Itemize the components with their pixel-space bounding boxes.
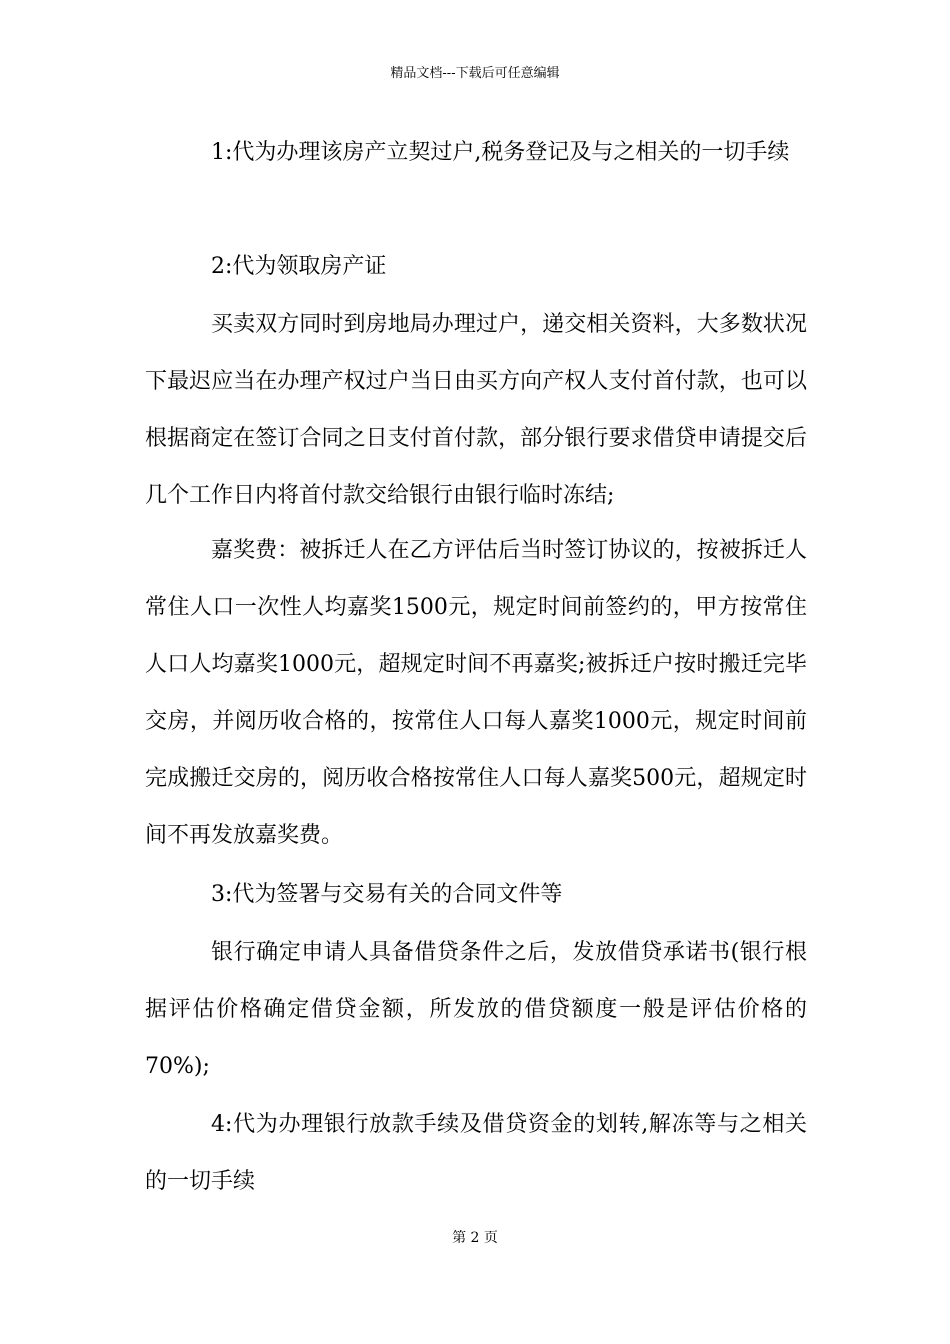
paragraph-7: 4:代为办理银行放款手续及借贷资金的划转,解冻等与之相关的一切手续	[145, 1112, 807, 1194]
paragraph-4: 嘉奖费：被拆迁人在乙方评估后当时签订协议的，按被拆迁人常住人口一次性人均嘉奖1500元，规定时间前签约的，甲方按常住人口人均嘉奖1000元，超规定时间不再嘉奖;被拆迁户按时搬迁完毕交房，并阅历收合格的，按常住人口每人嘉奖1000元，规定时间前完成搬迁交房的，阅历收合格按常住人口每人嘉奖500元，超规定时间不再发放嘉奖费。	[145, 538, 807, 848]
page-number: 第 2 页	[452, 1230, 498, 1246]
paragraph-3: 买卖双方同时到房地局办理过户，递交相关资料，大多数状况下最迟应当在办理产权过户当日由买方向产权人支付首付款，也可以根据商定在签订合同之日支付首付款，部分银行要求借贷申请提交后几个工作日内将首付款交给银行由银行临时冻结;	[145, 312, 807, 508]
paragraph-1: 1:代为办理该房产立契过户,税务登记及与之相关的一切手续	[211, 140, 790, 165]
paragraph-2: 2:代为领取房产证	[211, 254, 387, 279]
paragraph-6: 银行确定申请人具备借贷条件之后，发放借贷承诺书(银行根据评估价格确定借贷金额，所发放的借贷额度一般是评估价格的70%);	[145, 940, 807, 1079]
paragraph-5: 3:代为签署与交易有关的合同文件等	[211, 882, 563, 907]
page-header: 精品文档---下载后可任意编辑	[390, 66, 560, 81]
